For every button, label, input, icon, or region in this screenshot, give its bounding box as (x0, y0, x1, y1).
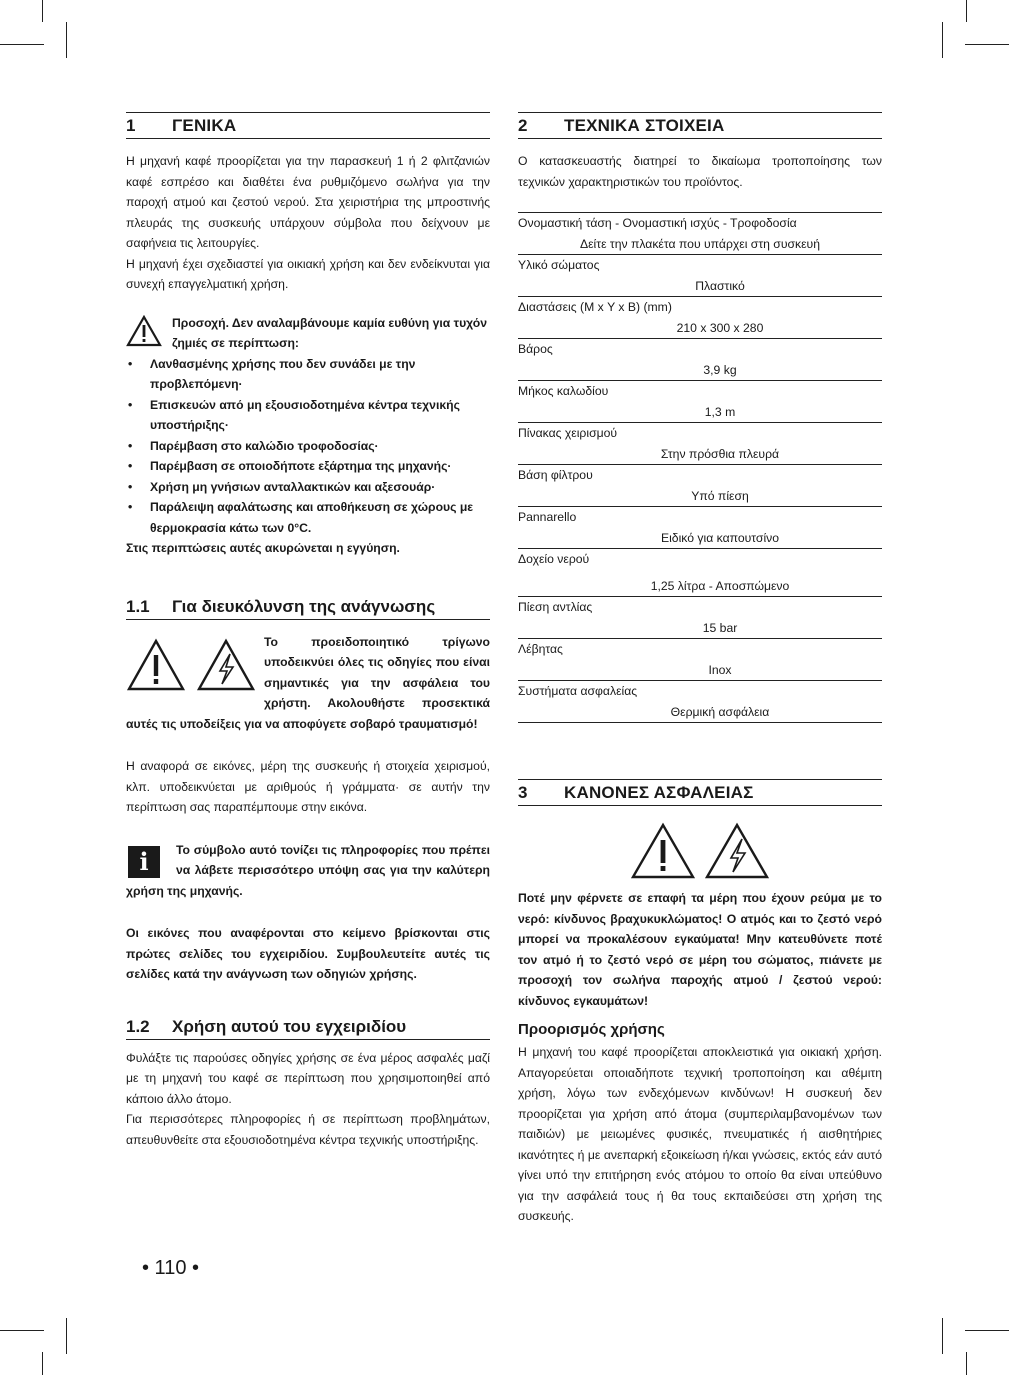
spec-value: 1,3 m (704, 404, 736, 419)
spec-value: Στην πρόσθια πλευρά (660, 446, 780, 461)
section-1-2-heading (126, 1015, 490, 1040)
spec-label: Ονομαστική τάση - Ονομαστική ισχύς - Τροφοδοσία (518, 216, 797, 230)
spec-value: 3,9 kg (703, 362, 737, 377)
table-row (518, 423, 882, 465)
list-item: • Χρήση μη γνήσιων ανταλλακτικών και αξεσουάρ· (126, 477, 490, 498)
section-title: ΤΕΧΝΙΚΑ ΣΤΟΙΧΕΙΑ (564, 116, 725, 135)
crop-mark (0, 44, 44, 45)
figures-paragraph: Η αναφορά σε εικόνες, μέρη της συσκευής ή στοιχεία χειρισμού, κλπ. υποδεικνύεται με αριθμούς ή γράμματα· σε αυτήν την περίπτωση σας παραπέμπουμε στην εικόνα. (126, 759, 490, 814)
warning-triangle-icon (630, 822, 696, 880)
section-3-heading (518, 779, 882, 806)
section-number: 1 (126, 116, 136, 135)
crop-mark (66, 1318, 67, 1354)
general-paragraph: Η μηχανή έχει σχεδιαστεί για οικιακή χρήση και δεν ενδείκνυται για συνεχή επαγγελματική χρήση. (126, 256, 490, 291)
spec-label: Πίνακας χειρισμού (518, 426, 618, 440)
figures-note: Οι εικόνες που αναφέρονται στο κείμενο βρίσκονται στις πρώτες σελίδες του εγχειριδίου. Συμβουλευτείτε αυτές τις σελίδες κατά την ανάγνωση των οδηγιών χρήσης. (126, 926, 490, 981)
spec-value: 1,25 λίτρα - Αποσπώμενο (650, 578, 790, 593)
spec-label: Συστήματα ασφαλείας (518, 684, 638, 698)
spec-value: 15 bar (702, 620, 738, 635)
info-text: Το σύμβολο αυτό τονίζει τις πληροφορίες που πρέπει να λάβετε περισσότερο υπόψη σας για την καλύτερη χρήση της μηχανής. (126, 842, 490, 898)
spec-value: Υπό πίεση (691, 488, 749, 503)
crop-mark (966, 0, 967, 22)
section-number: 2 (518, 116, 528, 135)
section-title: Για διευκόλυνση της ανάγνωσης (172, 596, 436, 616)
spec-value: Inox (708, 662, 732, 677)
section-title: Χρήση αυτού του εγχειριδίου (172, 1016, 407, 1036)
warning-text: Το προειδοποιητικό τρίγωνο υποδεικνύει όλες τις οδηγίες που είναι σημαντικές για την ασφάλεια του χρήστη. Ακολουθήστε προσεκτικά αυτές τις υποδείξεις για να αποφύγετε σοβαρό τραυματισμό! (126, 634, 490, 731)
list-item: • Παράλειψη αφαλάτωσης και αποθήκευση σε χώρους με θερμοκρασία κάτω των 0°C. (126, 497, 490, 538)
list-item: • Παρέμβαση στο καλώδιο τροφοδοσίας· (126, 436, 490, 457)
spec-label: Pannarello (518, 510, 577, 524)
crop-mark (965, 1330, 1009, 1331)
spec-label: Δοχείο νερού (518, 552, 590, 566)
manual-paragraph: Φυλάξτε τις παρούσες οδηγίες χρήσης σε ένα μέρος ασφαλές μαζί με τη μηχανή του καφέ σε περίπτωση που χρησιμοποιηθεί από κάποιο άλλο άτομο. (126, 1050, 490, 1106)
table-row (518, 339, 882, 381)
spec-label: Βάση φίλτρου (518, 468, 593, 482)
safety-icons (518, 822, 882, 880)
crop-mark (965, 44, 1009, 45)
spec-label: Λέβητας (518, 642, 563, 656)
right-column (518, 110, 882, 1227)
spec-value: Πλαστικό (695, 278, 745, 293)
liability-warning (126, 313, 490, 354)
section-title: ΓΕΝΙΚΑ (172, 116, 237, 135)
section-number: 3 (518, 783, 528, 802)
crop-mark (0, 1330, 44, 1331)
section-1-1-heading (126, 595, 490, 620)
table-row (518, 465, 882, 507)
warning-triangle-icon (126, 638, 186, 692)
table-row (518, 507, 882, 549)
section-1-heading (126, 112, 490, 139)
section-title: ΚΑΝΟΝΕΣ ΑΣΦΑΛΕΙΑΣ (564, 783, 754, 802)
electric-hazard-icon (704, 822, 770, 880)
spec-label: Διαστάσεις (Μ x Υ x Β) (mm) (518, 300, 672, 314)
warning-triangle-icon (126, 313, 172, 354)
electric-hazard-icon (196, 638, 256, 692)
warning-icons (126, 638, 256, 692)
manual-paragraph: Για περισσότερες πληροφορίες ή σε περίπτωση προβλημάτων, απευθυνθείτε στα εξουσιοδοτημένα κέντρα τεχνικής υποστήριξης. (126, 1112, 490, 1147)
spec-value: Θερμική ασφάλεια (670, 704, 770, 719)
info-icon: i (128, 846, 160, 878)
spec-label: Βάρος (518, 342, 553, 356)
crop-mark (42, 1352, 43, 1375)
table-row (518, 255, 882, 297)
spec-label: Πίεση αντλίας (518, 600, 593, 614)
crop-mark (966, 1352, 967, 1375)
list-item: • Επισκευών από μη εξουσιοδοτημένα κέντρα τεχνικής υποστήριξης· (126, 395, 490, 436)
intended-use-paragraph: Η μηχανή του καφέ προορίζεται αποκλειστικά για οικιακή χρήση. Απαγορεύεται οποιαδήποτε τεχνική τροποποίηση και αθέμιτη χρήση, λόγω των ενδεχόμενων κινδύνων! Η συσκευή δεν προορίζεται για χρήση από άτομα (συμπεριλαμβανομένων των παιδιών) με μειωμένες φυσικές, πνευματικές ή αισθητήριες ικανότητες ή με ανεπαρκή εξοικείωση ή/και γνώσεις, εκτός εάν αυτό γίνει υπό την επιτήρηση ενός ατόμου το οποίο θα είναι υπεύθυνο για την ασφάλειά τους ή θα τους εκπαιδεύσει στη χρήση της συσκευής. (518, 1045, 882, 1223)
tech-intro: Ο κατασκευαστής διατηρεί το δικαίωμα τροποποίησης των τεχνικών χαρακτηριστικών του προϊόντος. (518, 154, 882, 189)
table-row (518, 549, 882, 597)
reading-guide-warning (126, 632, 490, 735)
table-row (518, 681, 882, 723)
table-row (518, 639, 882, 681)
crop-mark (42, 0, 43, 22)
spec-value: Δείτε την πλακέτα που υπάρχει στη συσκευή (579, 236, 820, 251)
spec-label: Μήκος καλωδίου (518, 384, 609, 398)
info-block (126, 840, 490, 902)
spec-value: 210 x 300 x 280 (676, 320, 764, 335)
crop-mark (942, 1318, 943, 1354)
table-row (518, 597, 882, 639)
warning-title: Προσοχή. Δεν αναλαμβάνουμε καμία ευθύνη για τυχόν ζημιές σε περίπτωση: (172, 315, 487, 350)
left-column (126, 110, 490, 1150)
spec-table (518, 212, 882, 723)
section-number: 1.1 (126, 596, 150, 616)
spec-value: Ειδικό για καπουτσίνο (660, 530, 780, 545)
crop-mark (66, 22, 67, 58)
safety-warning: Ποτέ μην φέρνετε σε επαφή τα μέρη που έχουν ρεύμα με το νερό: κίνδυνος βραχυκυκλώματος! Ο ατμός και το ζεστό νερό μπορεί να προκαλέσουν εγκαύματα! Μην κατευθύνετε ποτέ τον ατμό ή το ζεστό νερό σε μέρη του σώματος, πιάνετε με προσοχή τον σωλήνα παροχής ατμού / ζεστού νερού: κίνδυνος εγκαυμάτων! (518, 891, 882, 1008)
page-number: • 110 • (142, 1257, 200, 1279)
table-row (518, 213, 882, 255)
list-item: • Λανθασμένης χρήσης που δεν συνάδει με την προβλεπόμενη· (126, 354, 490, 395)
section-2-heading (518, 112, 882, 139)
intended-use-heading: Προορισμός χρήσης (518, 1021, 665, 1038)
section-number: 1.2 (126, 1016, 150, 1036)
liability-list (126, 354, 490, 539)
table-row (518, 381, 882, 423)
table-row (518, 297, 882, 339)
general-paragraph: Η μηχανή καφέ προορίζεται για την παρασκευή 1 ή 2 φλιτζανιών καφέ εσπρέσο και διαθέτει ένα ρυθμιζόμενο σωλήνα για την παροχή ατμού και ζεστού νερού. Στα χειριστήρια της μπροστινής πλευράς της συσκευής υπάρχουν σύμβολα που δείχνουν με σαφήνεια τις λειτουργίες. (126, 154, 490, 250)
list-item: • Παρέμβαση σε οποιοδήποτε εξάρτημα της μηχανής· (126, 456, 490, 477)
crop-mark (942, 22, 943, 58)
spec-label: Υλικό σώματος (518, 258, 600, 272)
warranty-note: Στις περιπτώσεις αυτές ακυρώνεται η εγγύηση. (126, 541, 400, 555)
